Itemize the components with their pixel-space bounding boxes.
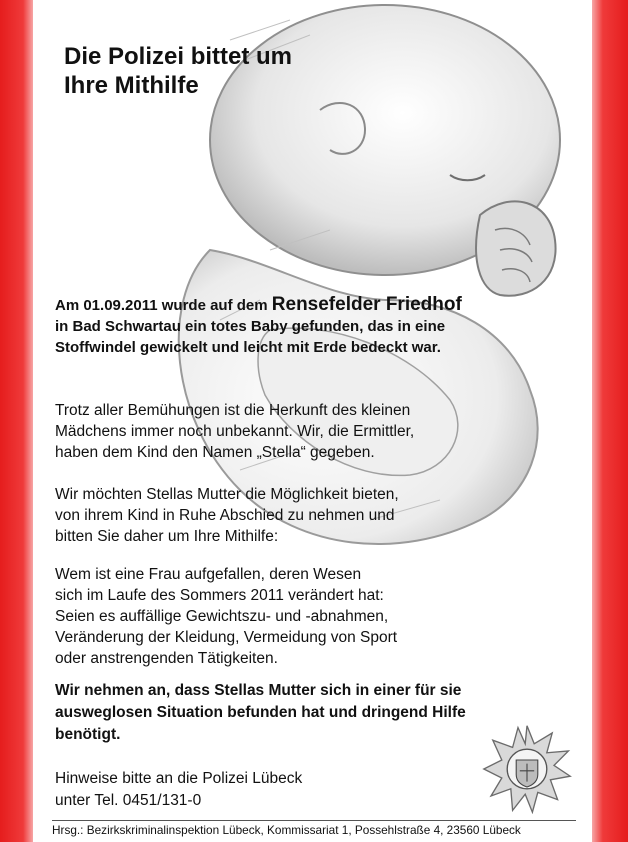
paragraph3-line: oder anstrengenden Tätigkeiten. [55,650,278,667]
paragraph1-line: Mädchens immer noch unbekannt. Wir, die Ermittler, [55,423,415,440]
paragraph1-line: Trotz aller Bemühungen ist die Herkunft des kleinen [55,402,411,419]
title-line-2: Ihre Mithilfe [64,72,199,99]
paragraph3-line: sich im Laufe des Sommers 2011 verändert hat: [55,587,384,604]
paragraph3-line: Wem ist eine Frau aufgefallen, deren Wesen [55,566,362,583]
paragraph-assumption [55,680,555,746]
police-star-logo [482,724,572,814]
paragraph3-line: Seien es auffällige Gewichtszu- und -abnahmen, [55,608,389,625]
contact-phone: unter Tel. 0451/131-0 [55,792,202,809]
paragraph2-line: bitten Sie daher um Ihre Mithilfe: [55,528,279,545]
paragraph2-line: Wir möchten Stellas Mutter die Möglichkeit bieten, [55,486,399,503]
lead-line-3: Stoffwindel gewickelt und leicht mit Erde bedeckt war. [55,339,441,356]
paragraph2-line: von ihrem Kind in Ruhe Abschied zu nehmen und [55,507,395,524]
title-line-1: Die Polizei bittet um [64,43,293,70]
poster-title [64,42,292,100]
paragraph-question [55,564,525,669]
red-frame-left [0,0,33,842]
red-frame-right [592,0,628,842]
lead-highlight: Rensefelder Friedhof [271,294,462,315]
lead-line-2: in Bad Schwartau ein totes Baby gefunden, das in eine [55,318,446,335]
paragraph4-line: ausweglosen Situation befunden hat und dringend Hilfe [55,704,466,721]
paragraph4-line: Wir nehmen an, dass Stellas Mutter sich in einer für sie [55,682,462,699]
paragraph4-line: benötigt. [55,726,121,743]
contact-info [55,768,302,812]
paragraph-origin [55,400,525,463]
contact-line: Hinweise bitte an die Polizei Lübeck [55,770,303,787]
paragraph-request [55,484,525,547]
paragraph1-line: haben dem Kind den Namen „Stella“ gegeben. [55,444,375,461]
footer-divider [52,820,576,821]
lead-prefix: Am 01.09.2011 wurde auf dem [55,297,272,314]
lead-paragraph [55,294,575,358]
publisher-footer: Hrsg.: Bezirkskriminalinspektion Lübeck, Kommissariat 1, Possehlstraße 4, 23560 Lübeck [52,823,521,837]
paragraph3-line: Veränderung der Kleidung, Vermeidung von Sport [55,629,398,646]
